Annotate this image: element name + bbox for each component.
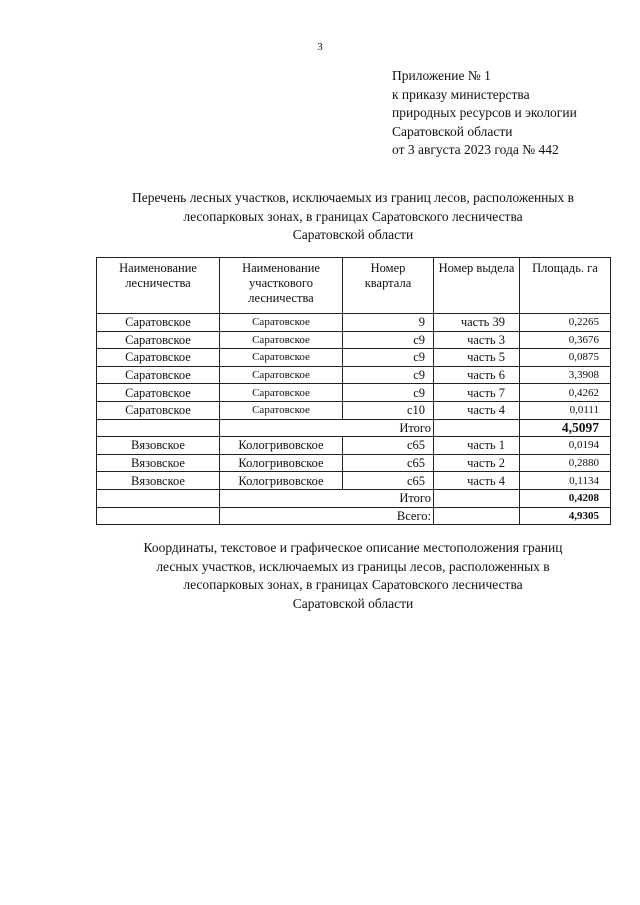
list-title: [96, 189, 610, 245]
cell-area: 0,0111: [520, 401, 611, 419]
table-row: [97, 454, 611, 472]
cell-quarter: с65: [343, 437, 434, 455]
header-part: Номер выдела: [434, 258, 520, 314]
cell-district: Саратовское: [220, 366, 343, 384]
table-row: [97, 314, 611, 332]
cell-district: Саратовское: [220, 314, 343, 332]
cell-area: 0,3676: [520, 331, 611, 349]
title-line: лесных участков, исключаемых из границы лесов, расположенных в: [156, 558, 550, 574]
cell-part: часть 39: [434, 314, 520, 332]
cell-quarter: с9: [343, 331, 434, 349]
cell-forestry: Саратовское: [97, 366, 220, 384]
empty-cell: [97, 419, 220, 437]
cell-part: часть 4: [434, 401, 520, 419]
cell-part: часть 3: [434, 331, 520, 349]
appendix-line: природных ресурсов и экологии: [392, 105, 577, 120]
empty-cell: [97, 507, 220, 525]
table-row: [97, 366, 611, 384]
cell-district: Кологривовское: [220, 454, 343, 472]
cell-quarter: 9: [343, 314, 434, 332]
cell-forestry: Саратовское: [97, 314, 220, 332]
empty-cell: [434, 419, 520, 437]
header-forestry: Наименование лесничества: [97, 258, 220, 314]
cell-district: Саратовское: [220, 331, 343, 349]
cell-district: Кологривовское: [220, 472, 343, 490]
cell-area: 0,0875: [520, 349, 611, 367]
cell-forestry: Вязовское: [97, 472, 220, 490]
table-header-row: [97, 258, 611, 314]
title-line: лесопарковых зонах, в границах Саратовского лесничества: [183, 208, 523, 224]
title-line: Саратовской области: [292, 595, 414, 611]
cell-area: 0,0194: [520, 437, 611, 455]
cell-forestry: Вязовское: [97, 454, 220, 472]
cell-forestry: Саратовское: [97, 349, 220, 367]
table-row: [97, 331, 611, 349]
appendix-line: к приказу министерства: [392, 86, 530, 102]
empty-cell: [97, 489, 220, 507]
cell-area: 0,1134: [520, 472, 611, 490]
cell-district: Саратовское: [220, 401, 343, 419]
cell-part: часть 5: [434, 349, 520, 367]
appendix-line: от 3 августа 2023 года № 442: [392, 142, 559, 157]
table-row: [97, 401, 611, 419]
header-quarter: Номер квартала: [343, 258, 434, 314]
appendix-header: [392, 67, 577, 160]
cell-area: 0,2265: [520, 314, 611, 332]
cell-part: часть 2: [434, 454, 520, 472]
cell-quarter: с9: [343, 349, 434, 367]
subtotal-value: 4,5097: [520, 419, 611, 437]
cell-part: часть 7: [434, 384, 520, 402]
subtotal-value: 0,4208: [520, 489, 611, 507]
table-row: [97, 384, 611, 402]
grand-total-row: [97, 507, 611, 525]
cell-area: 3,3908: [520, 366, 611, 384]
appendix-line: Саратовской области: [392, 123, 513, 139]
subtotal-row: [97, 419, 611, 437]
table-row: [97, 349, 611, 367]
header-district: Наименование участкового лесничества: [220, 258, 343, 314]
empty-cell: [434, 489, 520, 507]
cell-area: 0,2880: [520, 454, 611, 472]
cell-part: часть 6: [434, 366, 520, 384]
forest-plots-table: [96, 257, 611, 525]
cell-area: 0,4262: [520, 384, 611, 402]
cell-quarter: с65: [343, 472, 434, 490]
subtotal-row: [97, 489, 611, 507]
cell-forestry: Саратовское: [97, 384, 220, 402]
page-number: 3: [317, 41, 323, 53]
subtotal-label: Итого: [220, 489, 434, 507]
header-area: Площадь. га: [520, 258, 611, 314]
cell-quarter: с65: [343, 454, 434, 472]
coordinates-title: [96, 539, 610, 613]
cell-quarter: с9: [343, 384, 434, 402]
cell-district: Саратовское: [220, 384, 343, 402]
title-line: Координаты, текстовое и графическое описание местоположения границ: [143, 540, 563, 555]
cell-quarter: с10: [343, 401, 434, 419]
title-line: Саратовской области: [292, 227, 414, 242]
table-row: [97, 437, 611, 455]
subtotal-label: Итого: [220, 419, 434, 437]
title-line: Перечень лесных участков, исключаемых из границ лесов, расположенных в: [132, 190, 574, 205]
title-line: лесопарковых зонах, в границах Саратовского лесничества: [183, 577, 523, 592]
cell-forestry: Вязовское: [97, 437, 220, 455]
cell-forestry: Саратовское: [97, 331, 220, 349]
appendix-line: Приложение № 1: [392, 68, 491, 83]
cell-district: Саратовское: [220, 349, 343, 367]
cell-forestry: Саратовское: [97, 401, 220, 419]
grand-total-value: 4,9305: [520, 507, 611, 525]
cell-part: часть 1: [434, 437, 520, 455]
empty-cell: [434, 507, 520, 525]
cell-quarter: с9: [343, 366, 434, 384]
cell-part: часть 4: [434, 472, 520, 490]
cell-district: Кологривовское: [220, 437, 343, 455]
table-row: [97, 472, 611, 490]
grand-total-label: Всего:: [220, 507, 434, 525]
